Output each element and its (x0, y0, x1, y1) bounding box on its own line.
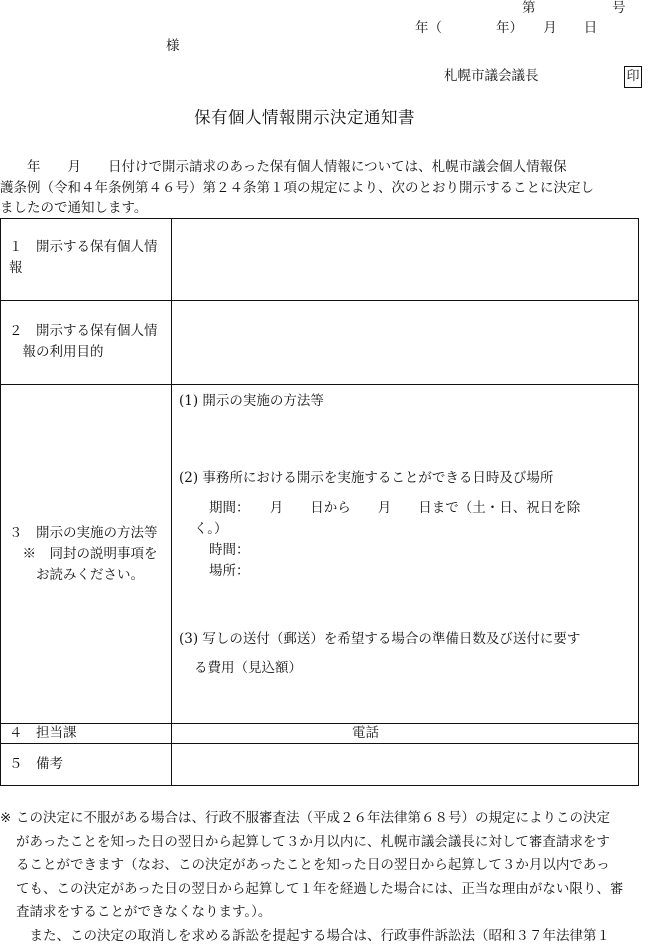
phone-label: 電話 (352, 724, 638, 743)
period-line: 期間： 月 日から 月 日まで（土・日、祝日を除 (209, 502, 580, 516)
intro-line: 護条例（令和４年条例第４６号）第２４条第１項の規定により、次のとおり開示することに決定し (0, 178, 652, 199)
method-item-3-cont: る費用（見込額） (194, 662, 302, 676)
row2-label: 報の利用目的 (9, 342, 171, 363)
note-line: があったことを知った日の翌日から起算して３か月以内に、札幌市議会議長に対して審査請求をす (16, 831, 655, 855)
note-line: 査請求をすることができなくなります。）。 (16, 901, 655, 925)
doc-number-go: 号 (612, 2, 626, 16)
row1-content-cell (172, 219, 639, 301)
method-item-2: (2) 事務所における開示を実施することができる日時及び場所 (179, 472, 553, 486)
doc-number-dai: 第 (522, 2, 536, 16)
row3-label: お読みください。 (9, 565, 171, 586)
method-item-3: (3) 写しの送付（郵送）を希望する場合の準備日数及び送付に要す (179, 633, 580, 647)
row5-label: ５ 備考 (9, 754, 171, 775)
row1-label: 報 (9, 258, 171, 279)
row5-content-cell (172, 744, 639, 786)
row3-label-cell (1, 385, 172, 724)
table-row-info (1, 219, 639, 301)
recipient-sama: 様 (166, 40, 180, 54)
place-line: 場所： (209, 565, 250, 579)
intro-line: 年 月 日付けで開示請求のあった保有個人情報については、札幌市議会個人情報保 (0, 157, 652, 178)
row3-label: ３ 開示の実施の方法等 (9, 523, 171, 544)
row4-label-cell (1, 724, 172, 744)
note-mark: ※ (0, 807, 11, 831)
table-row-section (1, 724, 639, 744)
row2-label-cell (1, 301, 172, 385)
intro-line: ましたので通知します。 (0, 198, 652, 219)
row5-label-cell (1, 744, 172, 786)
table-row-method (1, 385, 639, 724)
note-line: ても、この決定があった日の翌日から起算して１年を経過した場合には、正当な理由がない限り、審 (16, 878, 655, 902)
row2-content-cell (172, 301, 639, 385)
disclosure-table (0, 218, 639, 786)
method-item-1: (1) 開示の実施の方法等 (179, 395, 324, 409)
seal-stamp: 印 (624, 66, 642, 88)
row1-label-cell (1, 219, 172, 301)
period-line-cont: く。） (194, 523, 227, 537)
row4-label: ４ 担当課 (9, 724, 171, 743)
row3-content-cell (172, 385, 639, 724)
note-line: また、この決定の取消しを求める訴訟を提起する場合は、行政事件訴訟法（昭和３７年法律第１ (16, 925, 655, 948)
row2-label: ２ 開示する保有個人情 (9, 321, 171, 342)
note-line: この決定に不服がある場合は、行政不服審査法（平成２６年法律第６８号）の規定によりこの決定 (16, 807, 655, 831)
time-line: 時間： (209, 544, 250, 558)
note-line: ることができます（なお、この決定があったことを知った日の翌日から起算して３か月以内であっ (16, 854, 655, 878)
row1-label: １ 開示する保有個人情 (9, 237, 171, 258)
table-row-purpose (1, 301, 639, 385)
document-title: 保有個人情報開示決定通知書 (194, 110, 415, 127)
issue-date: 年（ 年） 月 日 (415, 22, 597, 36)
issuer-name: 札幌市議会議長 (444, 70, 539, 84)
row3-label: ※ 同封の説明事項を (9, 544, 171, 565)
row4-content-cell (172, 724, 639, 744)
table-row-remarks (1, 744, 639, 786)
intro-paragraph (0, 157, 652, 219)
